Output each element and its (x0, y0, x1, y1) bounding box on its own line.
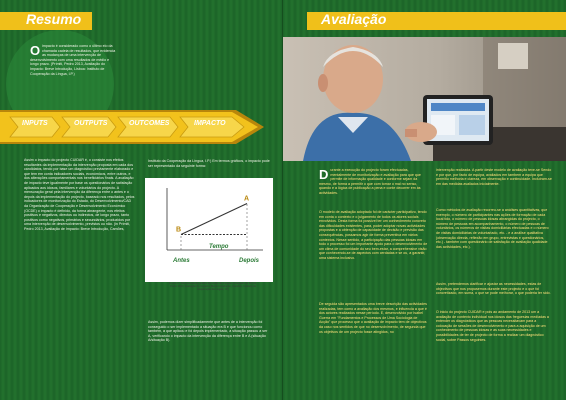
x-tick-label-antes: Antes (173, 258, 190, 264)
point-label-b: B (176, 226, 182, 234)
step-outcomes: OUTCOMES (129, 120, 170, 127)
evaluation-col1-mid: O modelo de avaliação adoptado foi de carácter participativo, tendo em conta o contexto e o julgamento de todos os atores sociais envolvidos. Desta forma foi possível ter um conhecimento concreto das dificuldades existentes, para, poder adoptar novas actividades propostas e a obtenção de capacidade de decisão e previsão das consequências, possamos agir de forma preventiva em vários contextos. Nesse sentido, a participação das pessoas idosas em todo o processo foi um importante apoio para o desenvolvimento de um clima de comunidade do seu bem-estar, a comprehensive visão que conhecendo-se de aspectos com cerdadas e se ou, a garantir, uma sistema inclusivo. (319, 210, 428, 260)
point-label-a: A (244, 195, 250, 203)
x-tick-label-depois: Depois (239, 258, 260, 264)
body-text-right-column-top: Instituto da Cooperação da Língua, I.P.) Em termos gráficos, o impacto pode ser representado da seguinte forma: (148, 159, 270, 168)
impact-chart-svg (145, 178, 273, 282)
elderly-man-with-tablet-photo (283, 37, 566, 161)
evaluation-dropcap: D (319, 167, 329, 182)
step-inputs: INPUTS (22, 120, 48, 127)
evaluation-col1-top (319, 168, 429, 196)
photo-illustration (283, 37, 566, 161)
right-page (283, 0, 566, 400)
intro-dropcap: O (30, 43, 41, 58)
body-text-right-column-bottom: Assim, podemos dizer simplificadamente que antes de a intervenção foi conseguido o ser implementado a situação era B e que funcionou como também, a que aplicou e foi depois implementado, a situação passou a ser A, verificando o impacto da intervenção da diferença entre B e A (situação A/situação B). (148, 320, 268, 343)
chart-caption: Figura 3 - Representação gráfica da noção de impacto (Adaptado de Prímiti, Pedro 2013, Avaliação de Impacto: Breve Introdução, Camões, Instituto da Cooperação da Língua, I.P.) (169, 282, 257, 292)
evaluation-col1-top-body: urante a execução do projecto foram efectuadas, mentalmente de monitorização e avaliação para que que permite de informação qualidade e conforme sejam da mesmo, de forma a permitir o que com tomar o mal no senso, quando e a lógica de publicação a pena e conte decorrer em às actividades. (319, 168, 421, 195)
evaluation-col2-mid: Como métodos de avaliação recorreu-se a análises quantitativas, que exemplo, o número de participantes nas ações de formação de cada local tido, o número de pessoas idosas abrangidas do projecto, o número de pessoas em acompanhamento, o número de pessoas de voluntários, os números de visitas domiciliárias efectuadas e o número de visitas domiciliárias de voluntariado, etc. - e a análise qualitativa (observação directa, reflexão em grupo, entrevistas e questionários, etc.) - também com questionário de satisfação de avaliação qualidade das actividades, etc.). (436, 208, 549, 249)
step-outputs: OUTPUTS (74, 120, 108, 127)
x-axis-label: Tempo (209, 244, 229, 250)
evaluation-col1-bottom: De seguida são apresentados uma breve descrição das actividades realizadas, tem como a avaliação dos mesmos, e influencia a que é dos actores realizados nesse período. E, desenvolvido por Isabel Guerra em "Fundamentos e Processos de Uma Sociologia de Acção" que processo que o avaliação de impacto tem de objectivos da caso nos sentidos de que no desenvolvimento, de segunda que os objetivos de um projecto fosse atingidos, no (319, 302, 427, 334)
intro-text (30, 44, 116, 76)
page-heading: Avaliação (321, 11, 387, 27)
evaluation-col2-mid2: Assim, pretendemos clarificar e ajustar as necessidades, estas de objectivos que nos propusemos durante este projecto e o que foi concretizado, em suma, o que se pode melhorar, o que poderia ter sido. (436, 282, 551, 296)
impact-chart (145, 178, 273, 282)
results-chain-arrow (0, 104, 283, 150)
evaluation-col2-bottom: O inicio do projecto CUIDAR e pois ao andamento de 2013 um a avaliação de contexto individual nos idosos das freguesias mediadas a entender os diagnósticos que as pessoas necessitavam para a colocação de sessões de desenvolvimento e para a aquisição de um conhecimento de pessoas idosas e as suas necessidades e possibilidades de ter de projecto de forma a realizar um diagnóstico social, sobre Passos seguintes. (436, 310, 549, 342)
intro-body: impacto é considerado como o último elo da chamada cadeia de resultados, que evidencia as mudanças de uma intervenção de desenvolvimento com uma resultados de médio e longo prazo. (Prímiti, Pedro 2013, Avaliação do Impacto: Breve Introdução, Lisboa: Instituto de Cooperação da Língua, I.P.) (30, 44, 116, 76)
series-line-impact (181, 204, 247, 235)
body-text-left-column: Assim o impacto do projecto CUIDAR é, o consiste nos efeitos resultantes da implementação da intervenção proposta em cada dos candidatos, tendo por base um diagnóstico previamente elaborado e que tem em conta indicadores sociais, económicos, entre outros, e dos alterações comportamentais nos beneficiários finais. A avaliação de impacto teve igualmente por base os questionários de satisfação aplicados aos idosos, familiares e voluntários do projecto. A mensuração geral pela intervenção da diferença entre o antes e o depois da implementação do projecto, baseado nos resultados, pelos indicadores de monitorização do Estado, do Desenvolvimento/CAD da Organização de Cooperação e Desenvolvimento Económico (OCDE) o impacto é definido, da forma abrangente, nos efeitos positivos e negativos, directos ou indirectos, de longo prazo, tanto positivos como negativos, primários e secundários, produzidos por uma intervenção de desenvolvimento, previstos ou não. (in Prímiti, Pedro 2013, Avaliação de Impacto: Breve Introdução, Camões, (24, 158, 135, 231)
page-heading: Resumo (26, 11, 82, 27)
evaluation-col2-top: intervenção realizada. A partir deste modelo de avaliação teve-se Sendo e por que, por facto de equipa, avaliados em tambem a equipa que permitiu melhoria e clareza, em observação e continuidade. Incluíram-se em das medidas avaliados inicialmente. (436, 168, 552, 186)
step-impacto: IMPACTO (194, 120, 226, 127)
